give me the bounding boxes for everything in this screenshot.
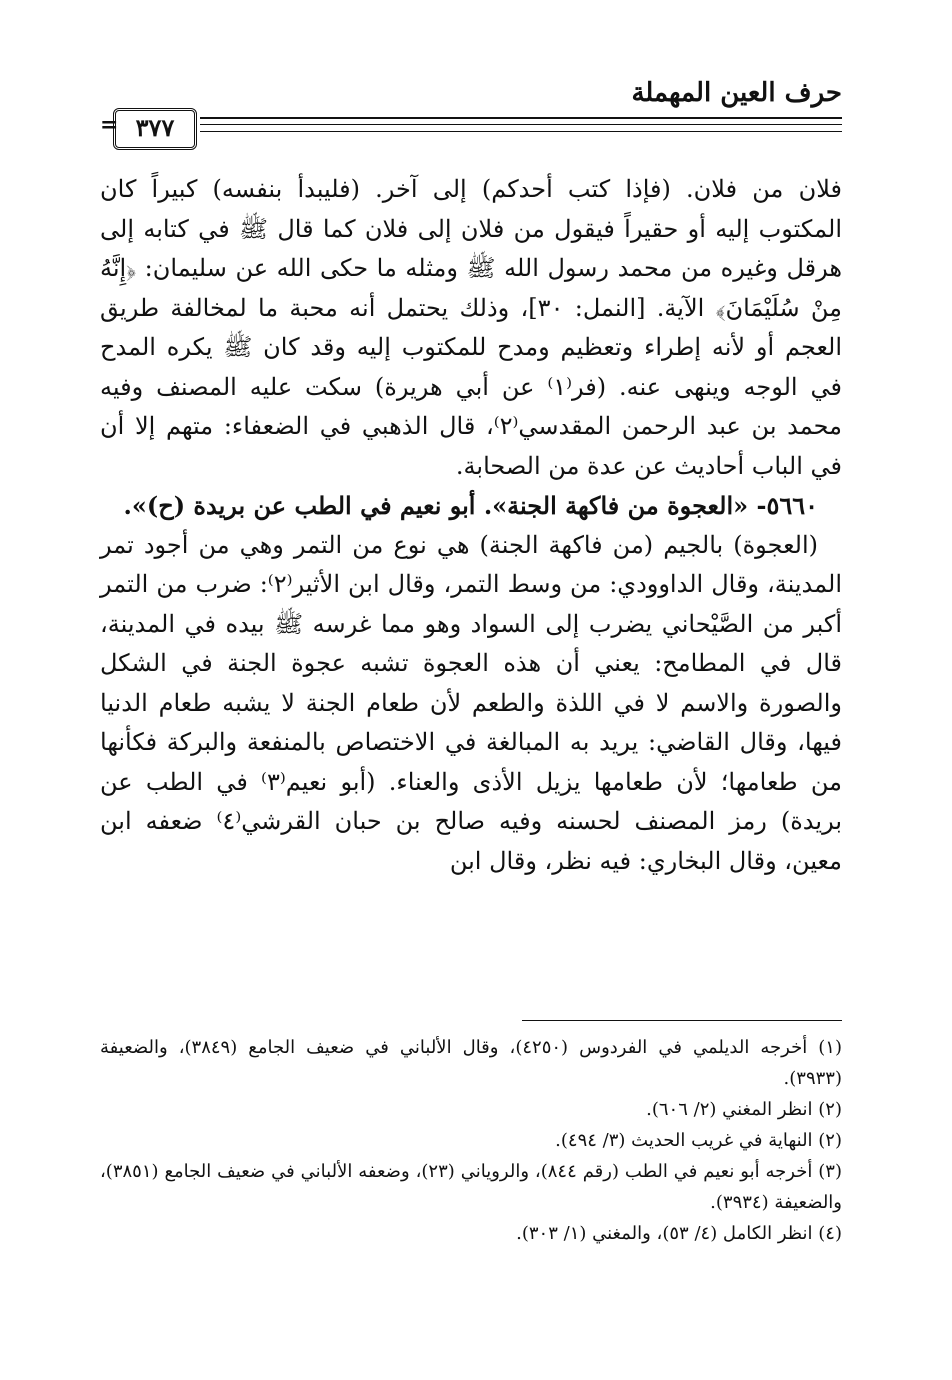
running-header-title: حرف العين المهملة (631, 78, 842, 108)
footnote-2b: (٢) النهاية في غريب الحديث (٣/ ٤٩٤). (555, 1130, 842, 1151)
body-paragraph-1: فلان من فلان. (فإذا كتب أحدكم) إلى آخر. (فليبدأ بنفسه) كبيراً كان المكتوب إليه أو حقيراً فيقول من فلان إلى فلان كما قال ﷺ في كتابه إلى هرقل وغيره من محمد رسول الله ﷺ ومثله ما حكى الله عن سليمان: ﴿إِنَّهُ مِنْ سُلَيْمَانَ﴾ الآية. [النمل: ٣٠]، وذلك يحتمل أنه محبة ما لمخالفة طريق العجم أو لأنه إطراء وتعظيم ومدح للمكتوب إليه وقد كان ﷺ يكره المدح في الوجه وينهى عنه. (فر⁽١⁾ عن أبي هريرة) سكت عليه المصنف وفيه محمد بن عبد الرحمن المقدسي⁽٢⁾، قال الذهبي في الضعفاء: متهم إلا أن في الباب أحاديث عن عدة من الصحابة. (100, 175, 843, 480)
footnote-3: (٣) أخرجه أبو نعيم في الطب (رقم ٨٤٤)، والروياني (٢٣)، وضعفه الألباني في ضعيف الجامع (٣٨٥١)، والضعيفة (٣٩٣٤). (100, 1161, 842, 1213)
footnotes (100, 1032, 842, 1249)
main-text (100, 170, 842, 881)
footnote-1: (١) أخرجه الديلمي في الفردوس (٤٢٥٠)، وقال الألباني في ضعيف الجامع (٣٨٤٩)، والضعيفة (٣٩٣٣). (100, 1037, 842, 1089)
header-rule-top (200, 117, 842, 119)
page-number-dash: = (100, 112, 119, 138)
header-rule-bottom (200, 131, 842, 132)
hadith-heading-5660: ٥٦٦٠- «العجوة من فاكهة الجنة». أبو نعيم في الطب عن بريدة (ح)». (123, 491, 818, 520)
body-paragraph-2: (العجوة) بالجيم (من فاكهة الجنة) هي نوع من التمر وهي من أجود تمر المدينة، وقال الداوودي: من وسط التمر، وقال ابن الأثير⁽٢⁾: ضرب من التمر أكبر من الصَّيْحاني يضرب إلى السواد وهو مما غرسه ﷺ بيده في المدينة، قال في المطامح: يعني أن هذه العجوة تشبه عجوة الجنة في الشكل والصورة والاسم لا في اللذة والطعم لأن طعام الجنة لا يشبه طعام الدنيا فيها، وقال القاضي: يريد به المبالغة في الاختصاص بالمنفعة والبركة فكأنها من طعامها؛ لأن طعامها يزيل الأذى والعناء. (أبو نعيم⁽٣⁾ في الطب عن بريدة) رمز المصنف لحسنه وفيه صالح بن حبان القرشي⁽٤⁾ ضعفه ابن معين، وقال البخاري: فيه نظر، وقال ابن (100, 530, 843, 875)
footnote-2a: (٢) انظر المغني (٢/ ٦٠٦). (646, 1099, 842, 1120)
page-number: ٣٧٧ (113, 108, 197, 150)
header-rule-middle (200, 124, 842, 125)
footnote-4: (٤) انظر الكامل (٤/ ٥٣)، والمغني (١/ ٣٠٣). (516, 1223, 842, 1244)
footnote-separator (522, 1020, 842, 1021)
